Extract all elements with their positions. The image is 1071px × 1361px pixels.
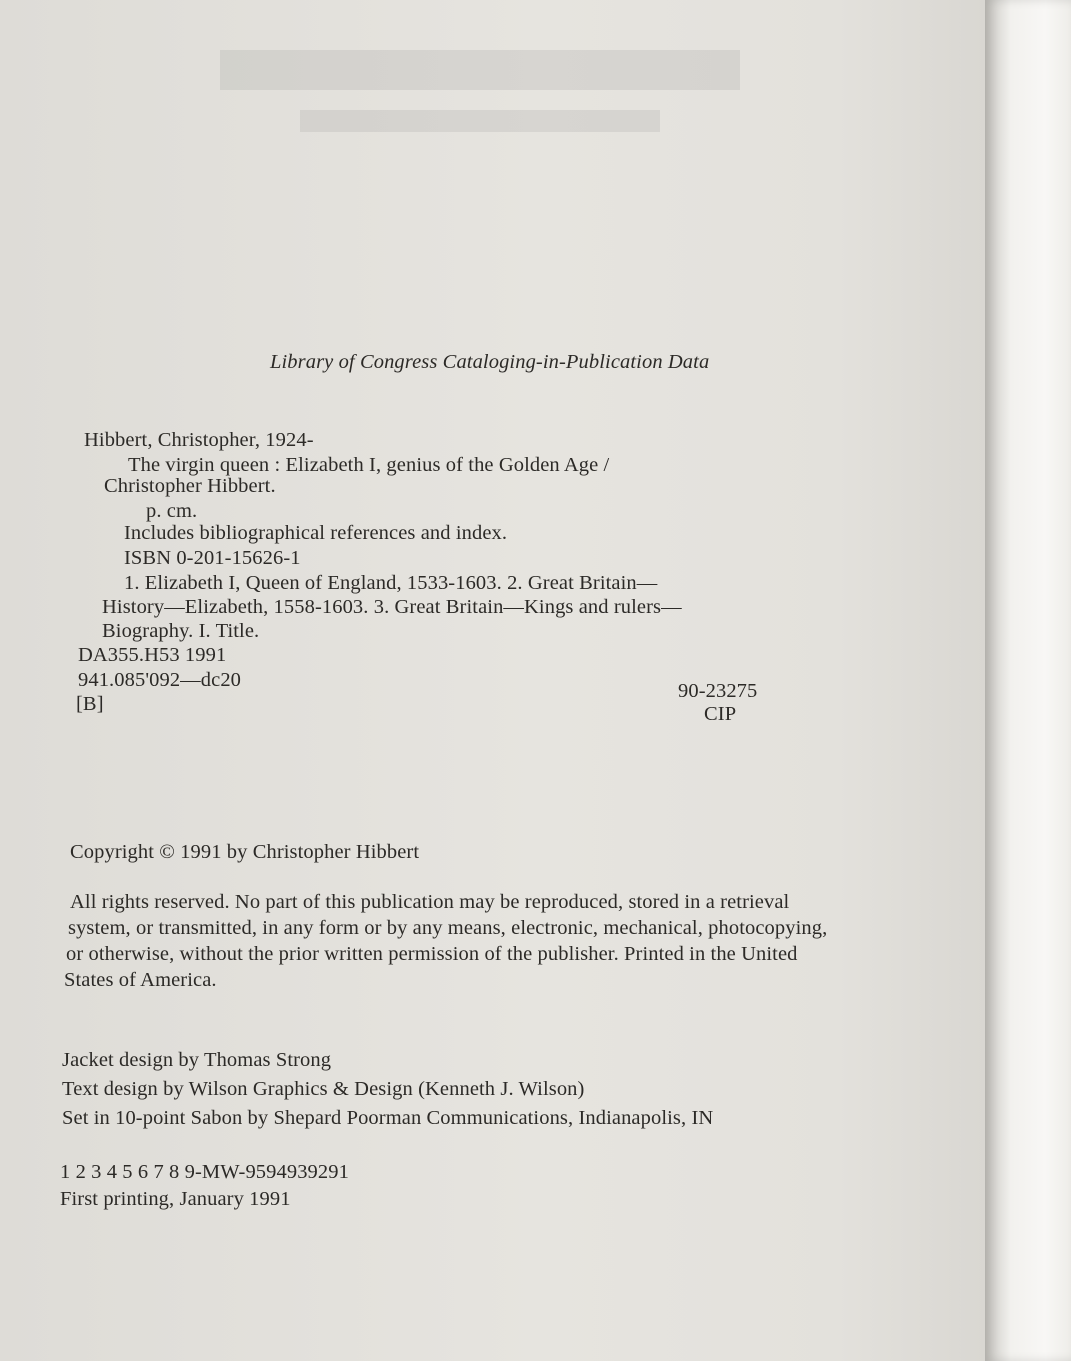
rights-line-3: or otherwise, without the prior written permission of the publisher. Printed in the United	[66, 943, 798, 965]
cip-author: Hibbert, Christopher, 1924-	[84, 429, 314, 451]
cip-dewey: 941.085'092—dc20	[78, 669, 242, 691]
cip-subjects-line-2: History—Elizabeth, 1558-1603. 3. Great Britain—Kings and rulers—	[102, 596, 682, 618]
cip-lccn: 90-23275	[678, 680, 758, 702]
cip-subjects-line-1: 1. Elizabeth I, Queen of England, 1533-1603. 2. Great Britain—	[124, 572, 658, 594]
first-printing: First printing, January 1991	[60, 1188, 291, 1210]
show-through-title	[180, 40, 780, 160]
rights-line-1: All rights reserved. No part of this publication may be reproduced, stored in a retrieval	[70, 891, 790, 913]
cip-physical-description: p. cm.	[146, 500, 198, 522]
cip-title-line-2: Christopher Hibbert.	[104, 475, 276, 497]
cip-label: CIP	[704, 703, 737, 725]
printing-numbers: 1 2 3 4 5 6 7 8 9-MW-9594939291	[60, 1161, 349, 1183]
jacket-credit: Jacket design by Thomas Strong	[62, 1049, 332, 1071]
page-edge	[985, 0, 1071, 1361]
cip-bracket: [B]	[76, 693, 104, 715]
cip-header: Library of Congress Cataloging-in-Publication Data	[270, 351, 710, 373]
cip-isbn: ISBN 0-201-15626-1	[124, 547, 301, 569]
copyright-notice: Copyright © 1991 by Christopher Hibbert	[70, 841, 420, 863]
rights-line-2: system, or transmitted, in any form or by any means, electronic, mechanical, photocopying,	[68, 917, 828, 939]
cip-title-line-1: The virgin queen : Elizabeth I, genius of the Golden Age /	[128, 454, 610, 476]
cip-notes: Includes bibliographical references and index.	[124, 522, 508, 544]
text-design-credit: Text design by Wilson Graphics & Design (Kenneth J. Wilson)	[62, 1078, 585, 1100]
cip-lc-class: DA355.H53 1991	[78, 644, 227, 666]
typesetting-credit: Set in 10-point Sabon by Shepard Poorman Communications, Indianapolis, IN	[62, 1107, 714, 1129]
cip-subjects-line-3: Biography. I. Title.	[102, 620, 260, 642]
rights-line-4: States of America.	[64, 969, 217, 991]
